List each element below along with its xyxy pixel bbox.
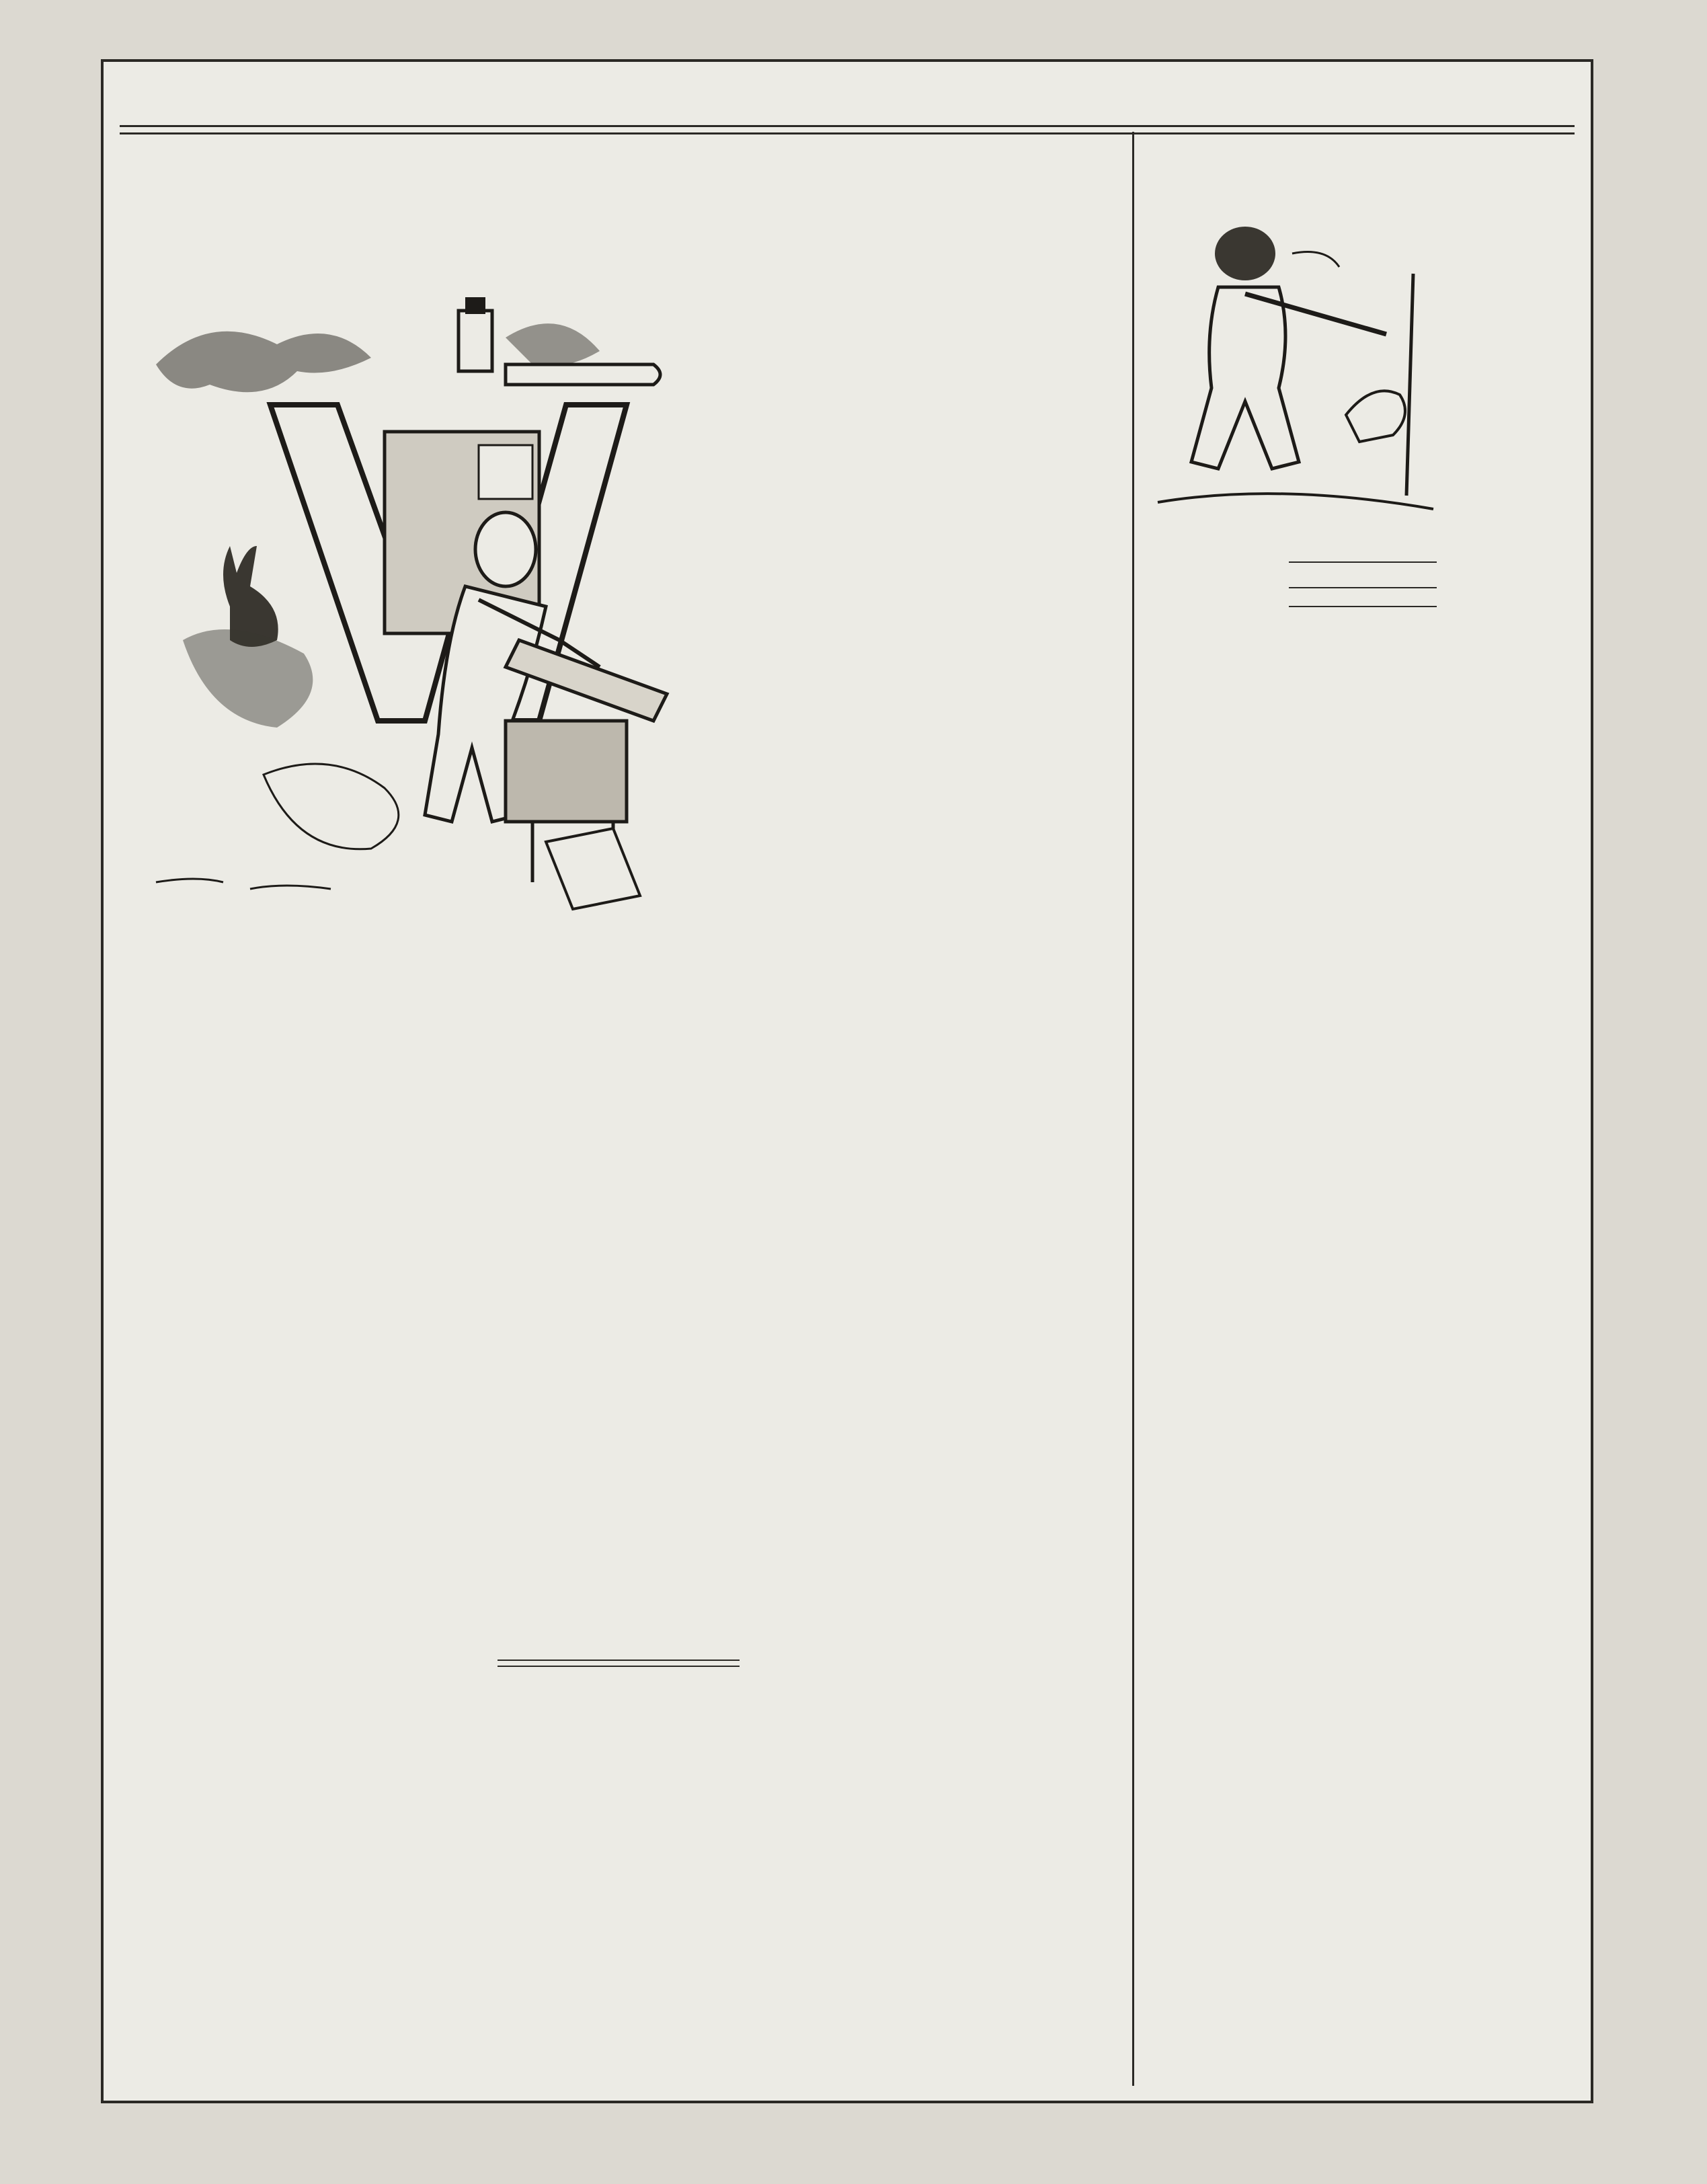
newspaper-page <box>101 59 1593 2103</box>
left-column <box>116 136 1121 2059</box>
column-divider <box>1132 132 1134 2086</box>
section-rule <box>498 1660 740 1667</box>
header-rule <box>120 125 1575 134</box>
page-header <box>104 62 1591 120</box>
section-rule <box>1289 561 1437 563</box>
right-column <box>1144 136 1581 2059</box>
sportsman-illustration <box>1144 213 1440 539</box>
section-rule <box>1289 606 1437 607</box>
section-rule <box>1289 587 1437 588</box>
clerk-illustration <box>129 290 734 916</box>
